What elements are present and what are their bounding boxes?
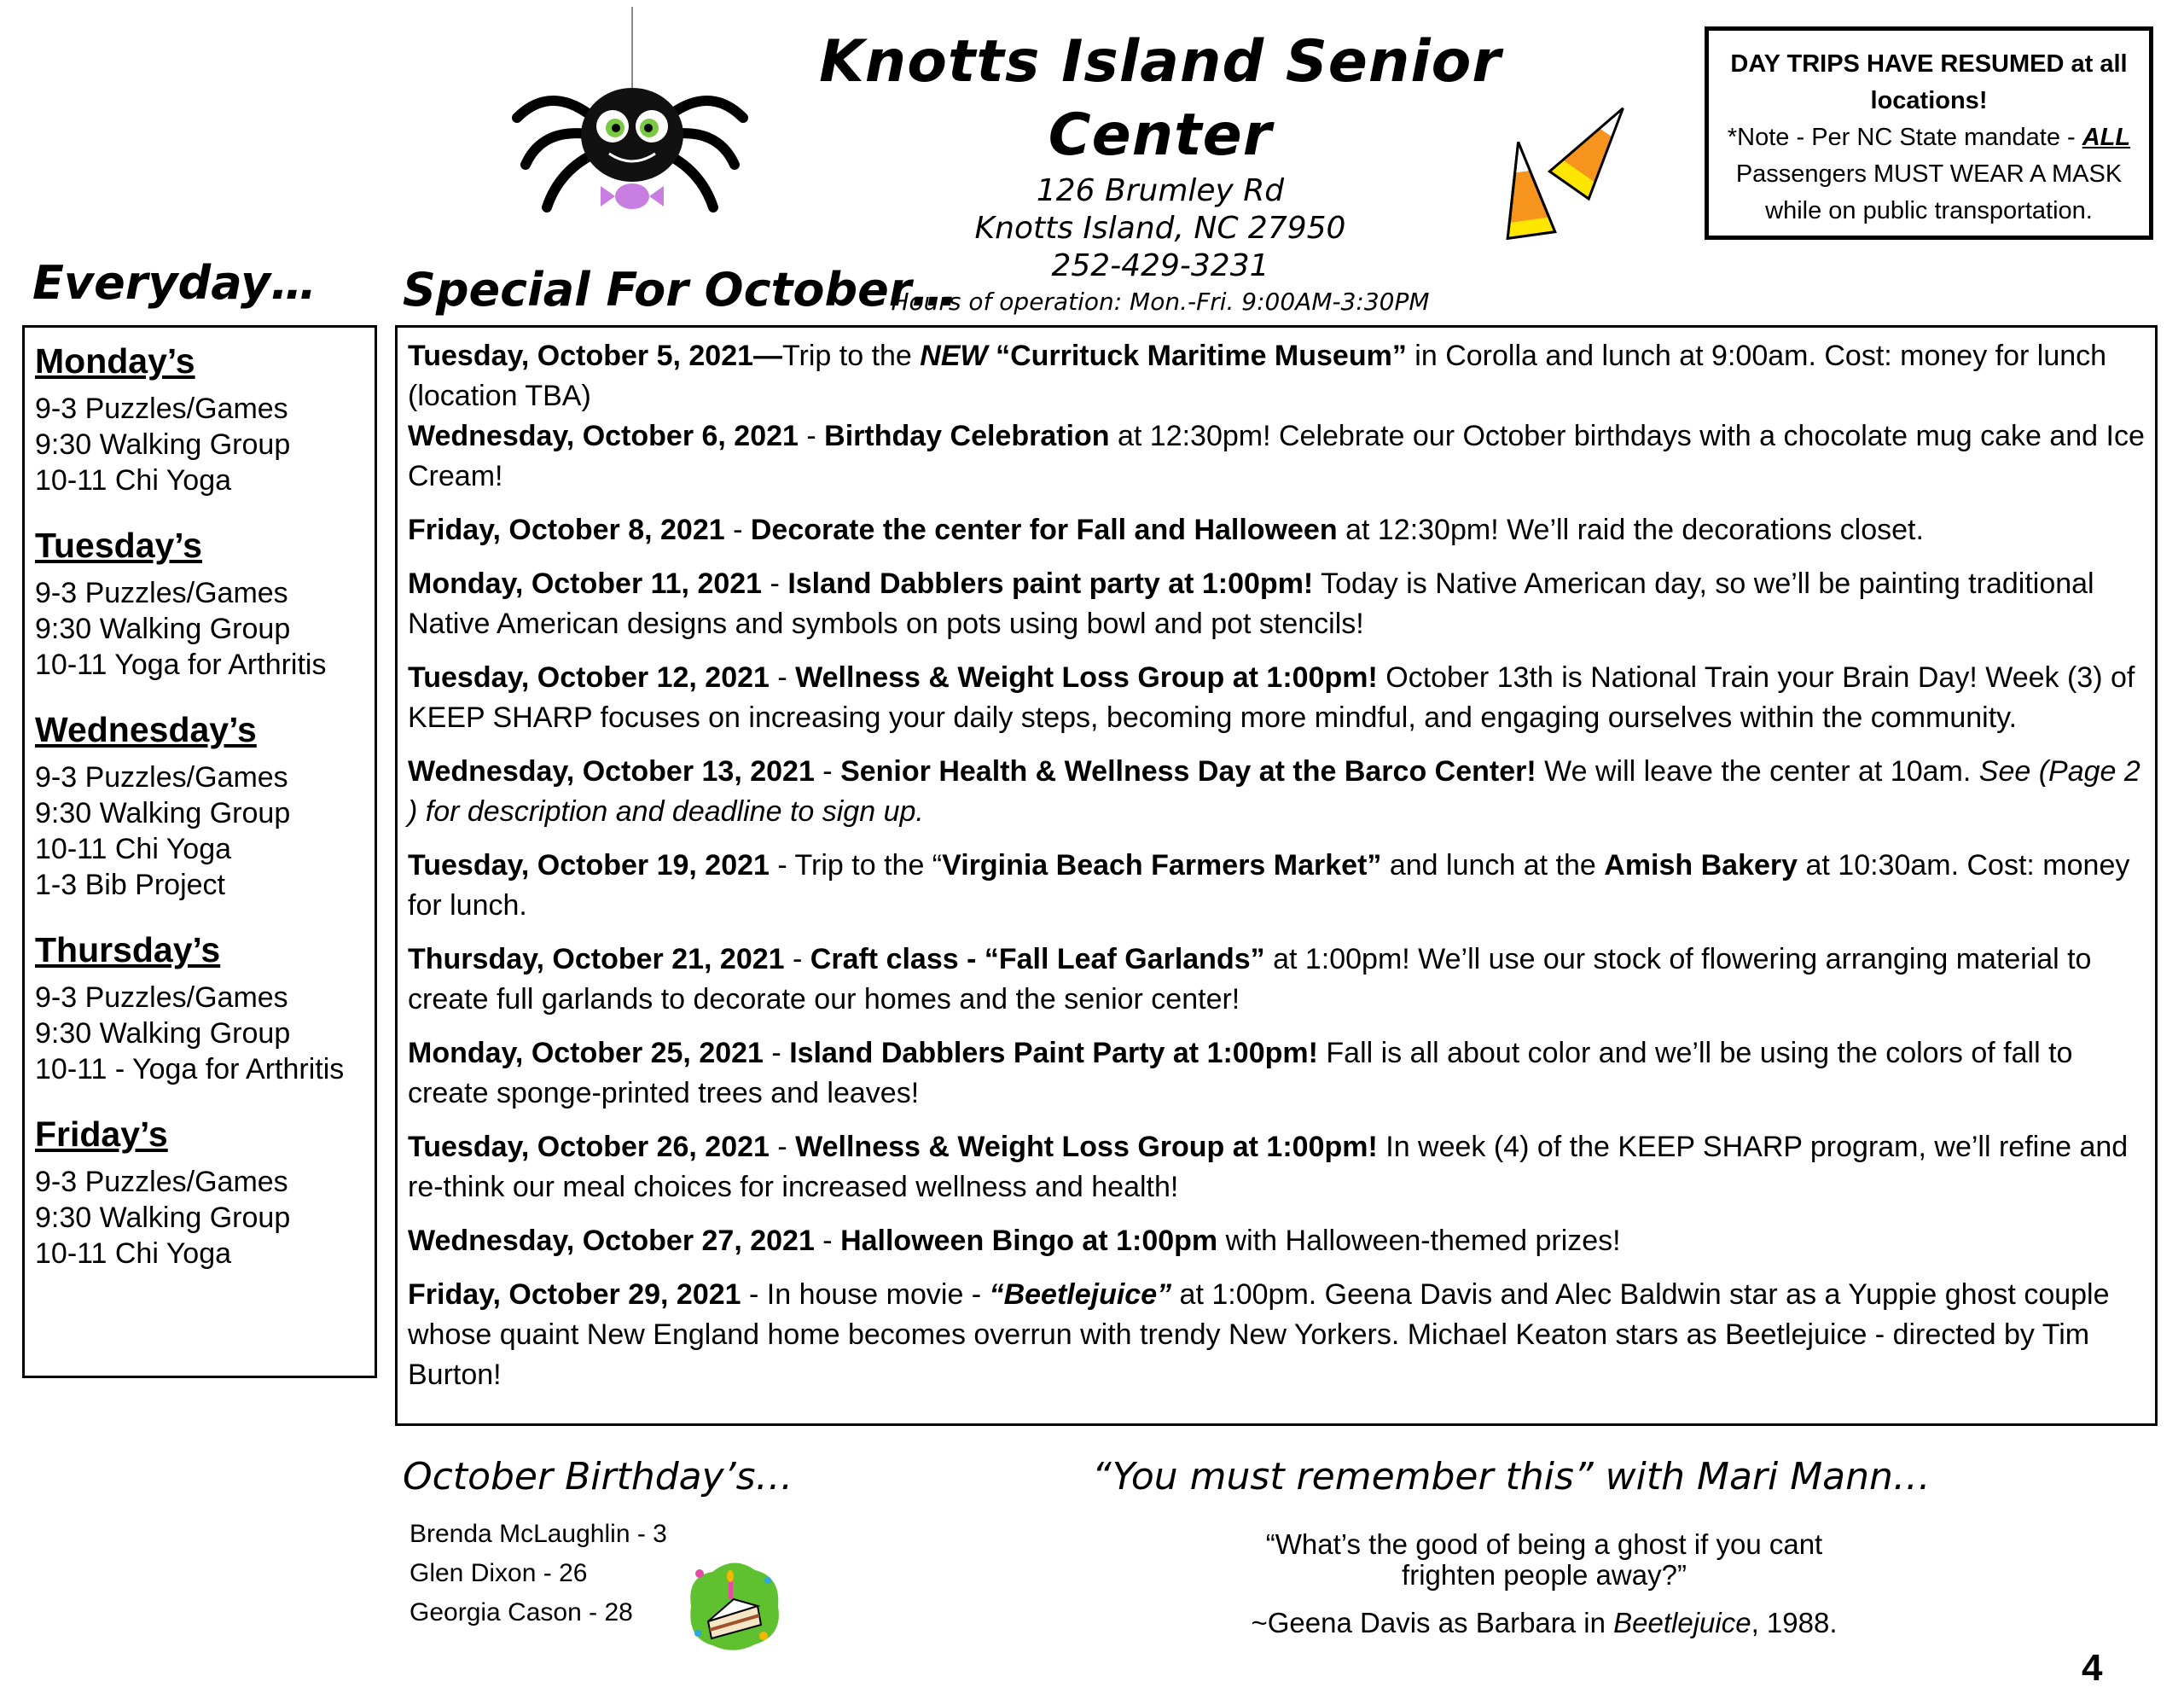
activity: 9:30 Walking Group <box>35 1017 291 1050</box>
event-item: Tuesday, October 26, 2021 - Wellness & Weight Loss Group at 1:00pm! In week (4) of the KEEP SHARP program, we’ll refine and re-think our meal choices for increased wellness and health! <box>408 1131 2129 1203</box>
event-item: Friday, October 8, 2021 - Decorate the center for Fall and Halloween at 12:30pm! We’ll raid the decorations closet. <box>408 514 1924 546</box>
activity: 9-3 Puzzles/Games <box>35 761 288 794</box>
notice-all: ALL <box>2082 124 2131 151</box>
birthdays-list <box>410 1515 667 1632</box>
quote <box>1211 1529 1877 1638</box>
notice-headline-cont: locations! <box>1870 87 1988 114</box>
activity: 10-11 - Yoga for Arthritis <box>35 1053 345 1085</box>
activity: 10-11 Chi Yoga <box>35 1237 232 1270</box>
activity: 10-11 Yoga for Arthritis <box>35 649 327 681</box>
quote-line: “What’s the good of being a ghost if you cant <box>1265 1528 1823 1560</box>
day-wednesday <box>35 708 375 903</box>
notice-mandate: *Note - Per NC State mandate - ALL <box>1727 124 2131 151</box>
birthday-cake-icon <box>682 1555 785 1653</box>
activity: 9-3 Puzzles/Games <box>35 981 288 1014</box>
event-item: Wednesday, October 6, 2021 - Birthday Celebration at 12:30pm! Celebrate our October birthdays with a chocolate mug cake and Ice Cream! <box>408 420 2145 492</box>
day-friday <box>35 1113 375 1271</box>
birthday-item: Georgia Cason - 28 <box>410 1598 633 1626</box>
notice-transport: while on public transportation. <box>1765 197 2093 224</box>
candy-corn-icon <box>1491 90 1645 253</box>
hours-of-operation: Hours of operation: Mon.-Fri. 9:00AM-3:30PM <box>891 288 1430 316</box>
day-title: Tuesday’s <box>35 526 202 565</box>
birthday-item: Glen Dixon - 26 <box>410 1559 588 1587</box>
day-title: Monday’s <box>35 341 195 381</box>
day-thursday <box>35 928 375 1087</box>
activity: 9:30 Walking Group <box>35 613 291 645</box>
event-item: Monday, October 25, 2021 - Island Dabblers Paint Party at 1:00pm! Fall is all about color and we’ll be using the colors of fall to create sponge-printed trees and leaves! <box>408 1037 2073 1109</box>
quote-line: frighten people away?” <box>1402 1559 1687 1591</box>
birthday-item: Brenda McLaughlin - 3 <box>410 1520 667 1548</box>
activity: 9-3 Puzzles/Games <box>35 577 288 609</box>
special-events <box>395 325 2158 1426</box>
birthdays-heading: October Birthday’s… <box>403 1455 793 1498</box>
everyday-schedule <box>22 325 377 1378</box>
notice-headline: DAY TRIPS HAVE RESUMED at all <box>1730 50 2128 78</box>
day-tuesday <box>35 524 375 683</box>
activity: 1-3 Bib Project <box>35 869 225 901</box>
event-item: Friday, October 29, 2021 - In house movie - “Beetlejuice” at 1:00pm. Geena Davis and Alec Baldwin star as a Yuppie ghost couple whose quaint New England home becomes overrun with trendy New Yorkers. Michael Keaton stars as Beetlejuice - directed by Tim Burton! <box>408 1278 2110 1391</box>
day-title: Wednesday’s <box>35 710 257 749</box>
day-trips-notice <box>1705 26 2153 240</box>
quote-attribution: ~Geena Davis as Barbara in Beetlejuice, 1988. <box>1251 1607 1838 1638</box>
activity: 10-11 Chi Yoga <box>35 464 232 497</box>
everyday-heading: Everyday… <box>32 256 317 310</box>
day-title: Friday’s <box>35 1114 168 1154</box>
day-monday <box>35 340 375 498</box>
event-item: Wednesday, October 13, 2021 - Senior Health & Wellness Day at the Barco Center! We will leave the center at 10am. See (Page 2 ) for description and deadline to sign up. <box>408 755 2140 828</box>
quote-heading: “You must remember this” with Mari Mann… <box>1092 1455 1931 1498</box>
address-city: Knotts Island, NC 27950 <box>974 211 1346 246</box>
event-item: Tuesday, October 5, 2021—Trip to the NEW “Currituck Maritime Museum” in Corolla and lunch at 9:00am. Cost: money for lunch (location TBA) <box>408 340 2107 412</box>
center-name: Knotts Island Senior Center <box>819 28 1502 169</box>
activity: 9:30 Walking Group <box>35 428 291 461</box>
event-item: Wednesday, October 27, 2021 - Halloween Bingo at 1:00pm with Halloween-themed prizes! <box>408 1225 1621 1257</box>
day-title: Thursday’s <box>35 930 221 969</box>
event-item: Thursday, October 21, 2021 - Craft class - “Fall Leaf Garlands” at 1:00pm! We’ll use our stock of flowering arranging material to create full garlands to decorate our homes and the senior center! <box>408 943 2092 1015</box>
activity: 9:30 Walking Group <box>35 1202 291 1234</box>
event-item: Tuesday, October 12, 2021 - Wellness & Weight Loss Group at 1:00pm! October 13th is National Train your Brain Day! Week (3) of KEEP SHARP focuses on increasing your daily steps, becoming more mindful, and engaging ourselves within the community. <box>408 661 2135 734</box>
activity: 10-11 Chi Yoga <box>35 833 232 865</box>
page-number: 4 <box>2082 1647 2103 1689</box>
activity: 9-3 Puzzles/Games <box>35 1166 288 1198</box>
event-item: Tuesday, October 19, 2021 - Trip to the “Virginia Beach Farmers Market” and lunch at the Amish Bakery at 10:30am. Cost: money for lunch. <box>408 849 2130 922</box>
spider-icon <box>508 7 756 239</box>
phone-number: 252-429-3231 <box>1051 248 1269 283</box>
notice-mask: Passengers MUST WEAR A MASK <box>1735 160 2123 188</box>
activity: 9-3 Puzzles/Games <box>35 393 288 425</box>
special-heading: Special For October… <box>403 263 958 317</box>
address-street: 126 Brumley Rd <box>1036 173 1285 208</box>
event-item: Monday, October 11, 2021 - Island Dabblers paint party at 1:00pm! Today is Native American day, so we’ll be painting traditional Native American designs and symbols on pots using bowl and pot stencils! <box>408 567 2094 640</box>
activity: 9:30 Walking Group <box>35 797 291 829</box>
